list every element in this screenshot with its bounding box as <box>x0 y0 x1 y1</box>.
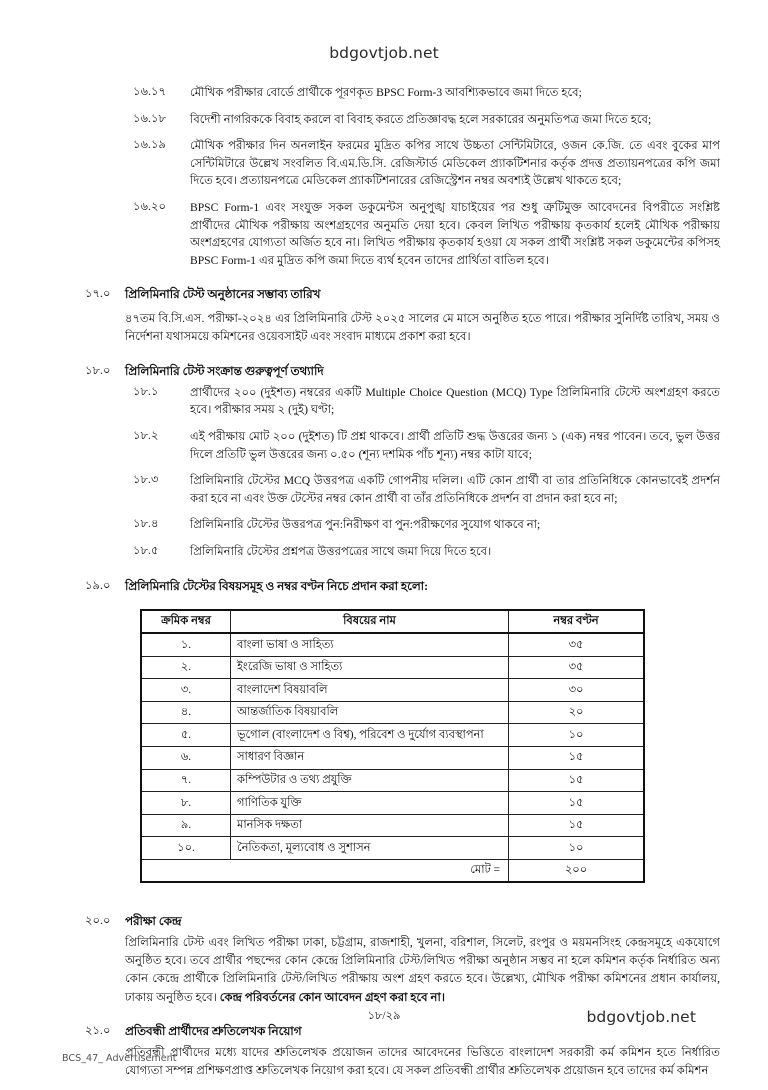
section-heading: প্রিলিমিনারি টেস্টের বিষয়সমূহ ও নম্বর বণ্টন নিচে প্রদান করা হলো: <box>125 578 429 593</box>
section-21-paragraph: প্রতিবন্ধী প্রার্থীদের মধ্যে যাদের শ্রুতিলেখক প্রয়োজন তাদের আবেদনের ভিত্তিতে বাংলাদেশ সরকারী কর্ম কমিশন হতে নির্ধারিত যোগ্যতা সম্পন্ন প্রশিক্ষণপ্রাপ্ত শ্রুতিলেখক নিয়োগ করা হবে। যে সকল প্রতিবন্ধী প্রার্থীর শ্রুতিলেখক প্রয়োজন হবে তাদের কর্ম কমিশন <box>125 1045 720 1077</box>
section-heading: প্রিলিমিনারি টেস্ট সংক্রান্ত গুরুত্বপূর্ণ তথ্যাদি <box>125 363 324 378</box>
section-heading: পরীক্ষা কেন্দ্র <box>125 914 182 929</box>
cell-subject: গাণিতিক যুক্তি <box>231 792 509 815</box>
section-20 <box>0 913 768 930</box>
cell-marks: ২০ <box>509 701 645 724</box>
table-body <box>141 633 644 882</box>
clause-text: প্রার্থীদের ২০০ (দুইশত) নম্বরের একটি Multiple Choice Question (MCQ) Type প্রিলিমিনারি টেস্টে অংশগ্রহণ করতে হবে। পরীক্ষার সময় ২ (দুই) ঘণ্টা; <box>190 385 720 417</box>
cell-serial: ৭. <box>141 769 231 792</box>
page-number: ১৮/২৯ <box>367 1010 401 1022</box>
cell-subject: বাংলাদেশ বিষয়াবলি <box>231 679 509 702</box>
clause-text: মৌখিক পরীক্ষার দিন অনলাইন ফরমের মুদ্রিত কপির সাথে উচ্চতা সেন্টিমিটারে, ওজন কে.জি. তে এবং বুকের মাপ সেন্টিমিটারে উল্লেখ সংবলিত বি.এম.ডি.সি. রেজিস্টার্ড মেডিকেল প্র্যাকটিশনার কর্তৃক প্রদত্ত প্রত্যায়নপত্রের কপি জমা দিতে হবে। প্রত্যায়নপত্রে মেডিকেল প্র্যাকটিশনারের রেজিস্ট্রেশন নম্বর অবশ্যই উল্লেখ থাকতে হবে; <box>190 139 720 188</box>
clause-18-5 <box>0 543 768 561</box>
cell-serial: ৩. <box>141 679 231 702</box>
clause-number: ১৬.১৯ <box>133 138 167 152</box>
clause-text: BPSC Form-1 এবং সংযুক্ত সকল ডকুমেন্টস অনুপুঙ্খ যাচাইয়ের পর শুধু ত্রুটিমুক্ত আবেদনের বিপরীতে সংশ্লিষ্ট প্রার্থীদের মৌখিক পরীক্ষায় অংশগ্রহণের অনুমতি দেয়া হবে। কেবল লিখিত পরীক্ষায় কৃতকার্য হলেই মৌখিক পরীক্ষায় অংশগ্রহণের যোগ্যতা অর্জিত হবে না। লিখিত পরীক্ষায় কৃতকার্য হওয়া যে সকল প্রার্থী সংশ্লিষ্ট সকল ডকুমেন্টের কপিসহ BPSC Form-1 এর মুদ্রিত কপি জমা দিতে ব্যর্থ হবেন তাদের প্রার্থিতা বাতিল হবে। <box>190 201 720 267</box>
section-17-paragraph: ৪৭তম বি.সি.এস. পরীক্ষা-২০২৪ এর প্রিলিমিনারি টেস্ট ২০২৫ সালের মে মাসে অনুষ্ঠিত হতে পারে। পরীক্ষার সুনির্দিষ্ট তারিখ, সময় ও নির্দেশনা যথাসময়ে কমিশনের ওয়েবসাইট এবং সংবাদ মাধ্যমে প্রকাশ করা হবে। <box>125 311 720 343</box>
cell-marks: ১০ <box>509 724 645 747</box>
cell-marks: ৩৫ <box>509 656 645 679</box>
cell-marks: ১৫ <box>509 814 645 837</box>
clause-number: ১৬.১৮ <box>133 111 167 125</box>
clause-16-17 <box>0 84 768 102</box>
clause-text: মৌখিক পরীক্ষার বোর্ডে প্রার্থীকে পূরণকৃত BPSC Form-3 আবশ্যিকভাবে জমা দিতে হবে; <box>190 86 582 99</box>
clause-16-18 <box>0 111 768 129</box>
clause-18-2 <box>0 428 768 463</box>
section-19 <box>0 578 768 595</box>
clause-number: ১৬.২০ <box>133 200 167 214</box>
cell-serial: ৬. <box>141 746 231 769</box>
table-row <box>141 792 644 815</box>
cell-subject: নৈতিকতা, মূল্যবোধ ও সুশাসন <box>231 837 509 860</box>
table-row <box>141 656 644 679</box>
clause-16-19 <box>0 137 768 190</box>
clause-number: ১৮.১ <box>133 384 159 398</box>
section-number: ১৭.০ <box>85 287 111 301</box>
clause-number: ১৮.৩ <box>133 473 159 487</box>
section-heading: প্রিলিমিনারি টেস্ট অনুষ্ঠানের সম্ভাব্য তারিখ <box>125 287 321 302</box>
cell-subject: কম্পিউটার ও তথ্য প্রযুক্তি <box>231 769 509 792</box>
table-row <box>141 701 644 724</box>
table-total-row <box>141 859 644 882</box>
table-header-row <box>141 610 644 634</box>
cell-subject: বাংলা ভাষা ও সাহিত্য <box>231 633 509 656</box>
table-row <box>141 769 644 792</box>
section-17 <box>0 286 768 303</box>
clause-18-1 <box>0 384 768 419</box>
table-row <box>141 837 644 860</box>
document-footer-label: BCS_47_ Advertisement <box>62 1053 177 1064</box>
subjects-marks-table <box>140 609 645 883</box>
table-row <box>141 746 644 769</box>
cell-marks: ১৫ <box>509 769 645 792</box>
cell-serial: ৮. <box>141 792 231 815</box>
watermark-bottom: bdgovtjob.net <box>586 1008 696 1026</box>
clause-number: ১৮.৫ <box>133 544 159 558</box>
section-heading: প্রতিবন্ধী প্রার্থীদের শ্রুতিলেখক নিয়োগ <box>125 1023 302 1038</box>
table-row <box>141 679 644 702</box>
watermark-top: bdgovtjob.net <box>329 44 439 62</box>
section-20-paragraph <box>125 934 768 1006</box>
table-head <box>141 610 644 634</box>
clause-text: এই পরীক্ষায় মোট ২০০ (দুইশত) টি প্রশ্ন থাকবে। প্রার্থী প্রতিটি শুদ্ধ উত্তরের জন্য ১ (এক) নম্বর পাবেন। তবে, ভুল উত্তর দিলে প্রতিটি ভুল উত্তরের জন্য ০.৫০ (শূন্য দশমিক পাঁচ শূন্য) নম্বর কাটা যাবে; <box>190 430 720 461</box>
section-number: ১৯.০ <box>85 578 111 592</box>
table-row <box>141 814 644 837</box>
cell-subject: আন্তর্জাতিক বিষয়াবলি <box>231 701 509 724</box>
clause-number: ১৬.১৭ <box>133 85 167 98</box>
clause-text: বিদেশী নাগরিককে বিবাহ করলে বা বিবাহ করতে প্রতিজ্ঞাবদ্ধ হলে সরকারের অনুমতিপত্র জমা দিতে হবে; <box>190 112 652 126</box>
cell-marks: ১৫ <box>509 792 645 815</box>
table-row <box>141 633 644 656</box>
cell-serial: ৫. <box>141 724 231 747</box>
clause-18-3 <box>0 472 768 507</box>
cell-marks: ১০ <box>509 837 645 860</box>
cell-serial: ১০. <box>141 837 231 860</box>
cell-subject: ভূগোল (বাংলাদেশ ও বিশ্ব), পরিবেশ ও দুর্যোগ ব্যবস্থাপনা <box>231 724 509 747</box>
column-header-marks: নম্বর বণ্টন <box>509 610 645 634</box>
section-number: ২০.০ <box>85 914 111 928</box>
cell-marks: ১৫ <box>509 746 645 769</box>
clause-text: প্রিলিমিনারি টেস্টের MCQ উত্তরপত্র একটি গোপনীয় দলিল। এটি কোন প্রার্থী বা তার প্রতিনিধিকে কোনভাবেই প্রদর্শন করা হবে না এবং উক্ত টেস্টের নম্বর কোন প্রার্থী বা তাঁর প্রতিনিধিকে প্রদর্শন বা প্রদান করা হবে না; <box>190 474 720 505</box>
cell-marks: ৩০ <box>509 679 645 702</box>
cell-subject: সাধারণ বিজ্ঞান <box>231 746 509 769</box>
section-number: ২১.০ <box>85 1023 111 1037</box>
cell-marks: ৩৫ <box>509 633 645 656</box>
section-number: ১৮.০ <box>85 363 111 377</box>
clause-text: প্রিলিমিনারি টেস্টের উত্তরপত্র পুন:নিরীক্ষণ বা পুন:পরীক্ষণের সুযোগ থাকবে না; <box>190 518 541 532</box>
clause-18-4 <box>0 516 768 534</box>
subjects-table-wrapper <box>140 609 645 883</box>
section-20-body-text: প্রিলিমিনারি টেস্ট এবং লিখিত পরীক্ষা ঢাকা, চট্টগ্রাম, রাজশাহী, খুলনা, বরিশাল, সিলেট, রংপুর ও ময়মনসিংহ কেন্দ্রসমূহে একযোগে অনুষ্ঠিত হবে। তবে প্রার্থীর পছন্দের কোন কেন্দ্রে প্রিলিমিনারি টেস্ট/লিখিত পরীক্ষা অনুষ্ঠান সম্ভব না হলে কমিশন কর্তৃক নির্ধারিত অন্য কোন কেন্দ্রে প্রার্থীকে প্রিলিমিনারি টেস্ট/লিখিত পরীক্ষায় অংশ গ্রহণ করতে হবে। উল্লেখ্য, মৌখিক পরীক্ষা কমিশনের প্রধান কার্যালয়, ঢাকায় অনুষ্ঠিত হবে। <box>125 936 720 1004</box>
column-header-subject: বিষয়ের নাম <box>231 610 509 634</box>
table-row <box>141 724 644 747</box>
total-value: ২০০ <box>509 859 645 882</box>
clause-text: প্রিলিমিনারি টেস্টের প্রশ্নপত্র উত্তরপত্রের সাথে জমা দিয়ে দিতে হবে। <box>190 545 492 559</box>
cell-subject: মানসিক দক্ষতা <box>231 814 509 837</box>
cell-subject: ইংরেজি ভাষা ও সাহিত্য <box>231 656 509 679</box>
cell-serial: ৯. <box>141 814 231 837</box>
section-20-emphasis-text: কেন্দ্র পরিবর্তনের কোন আবেদন গ্রহণ করা হবে না। <box>219 990 445 1004</box>
clause-number: ১৮.৪ <box>133 517 159 531</box>
document-content <box>0 84 768 1090</box>
total-label: মোট = <box>141 859 509 882</box>
clause-16-20 <box>0 199 768 269</box>
cell-serial: ৪. <box>141 701 231 724</box>
clause-number: ১৮.২ <box>133 429 159 443</box>
cell-serial: ১. <box>141 633 231 656</box>
section-18 <box>0 363 768 380</box>
cell-serial: ২. <box>141 656 231 679</box>
column-header-serial: ক্রমিক নম্বর <box>141 610 231 634</box>
